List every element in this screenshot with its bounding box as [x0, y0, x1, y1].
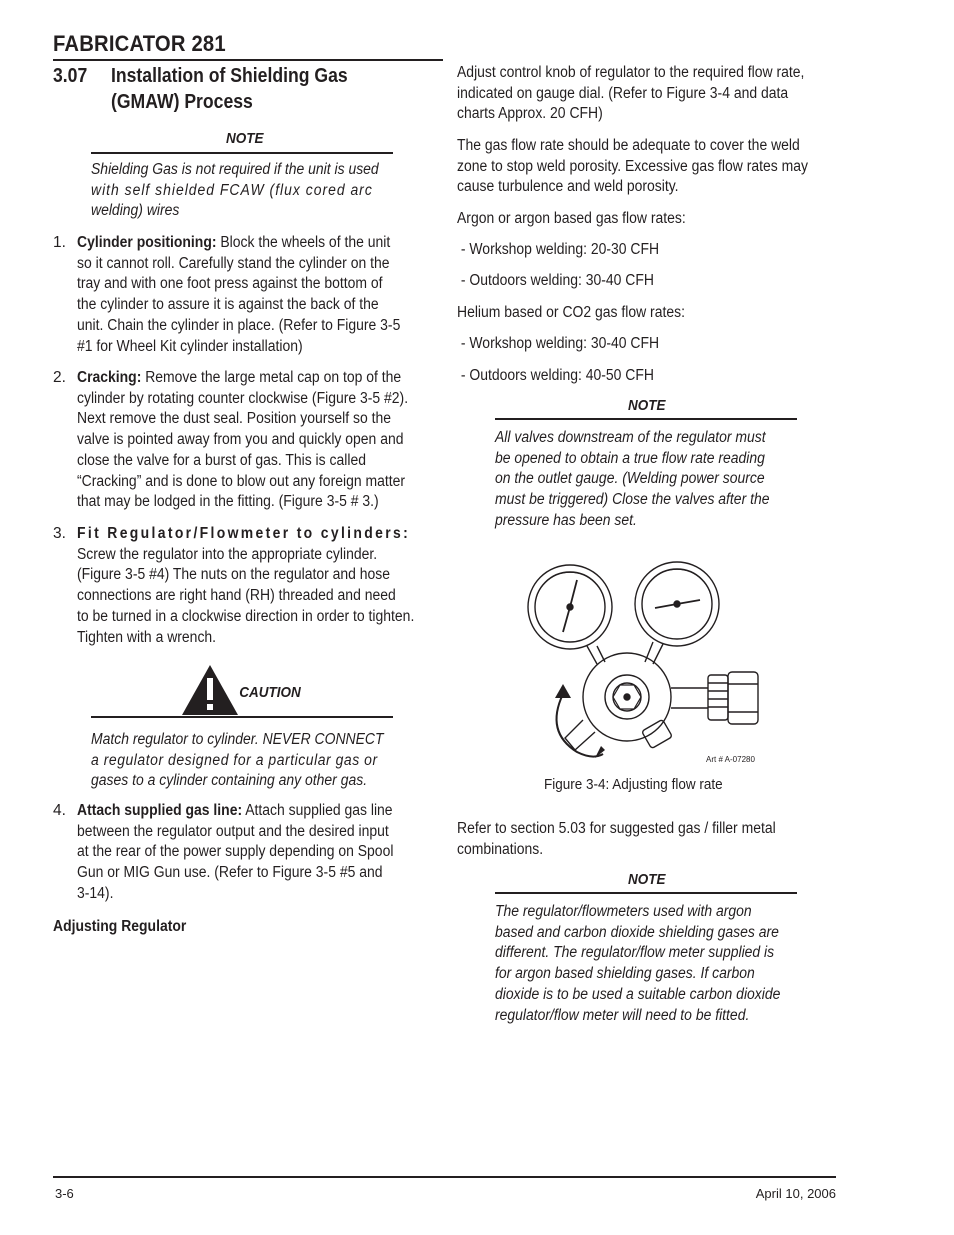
list-item-line: the cylinder to assure it is against the back of the — [77, 296, 379, 314]
list-item-line: Screw the regulator into the appropriate cylinder. — [77, 545, 378, 563]
note-line: The regulator/flowmeters used with argon — [495, 903, 752, 920]
list-item-heading: Cylinder positioning: — [77, 234, 217, 251]
paragraph — [457, 819, 835, 860]
list-item-line: between the regulator output and the desired input — [77, 822, 389, 840]
helium-flow-heading: Helium based or CO2 gas flow rates: — [457, 304, 685, 321]
note-line: dioxide is to be used a suitable carbon dioxide — [495, 985, 781, 1003]
footer-date: April 10, 2006 — [755, 1186, 836, 1201]
list-item-line: to be turned in a clockwise direction in order to tighten. — [77, 607, 415, 625]
note-label: NOTE — [628, 397, 666, 414]
list-item-line: Gun or MIG Gun use. (Refer to Figure 3-5 #5 and — [77, 864, 383, 882]
note-label: NOTE — [628, 871, 666, 888]
note-label: NOTE — [226, 130, 264, 147]
list-item-heading: Fit Regulator/Flowmeter to cylinders: — [77, 525, 411, 542]
note-line: on the outlet gauge. (Welding power source — [495, 470, 765, 488]
caution-label: CAUTION — [239, 684, 301, 701]
paragraph-line: Adjust control knob of regulator to the required flow rate, — [457, 64, 805, 81]
list-item-line: (Figure 3-5 #4) The nuts on the regulator and hose — [77, 566, 391, 584]
list-item-cylinder-positioning — [77, 233, 430, 357]
note-line: for argon based shielding gases. If carbon — [495, 965, 755, 983]
list-item-attach-gas-line — [77, 801, 430, 905]
list-item-line: 3-14). — [77, 884, 114, 902]
caution-line: gases to a cylinder containing any other gas. — [91, 772, 368, 790]
list-item-line: #1 for Wheel Kit cylinder installation) — [77, 337, 303, 355]
regulator-illustration — [525, 552, 765, 766]
note-line: Shielding Gas is not required if the unit is used — [91, 161, 379, 178]
list-item-text: Block the wheels of the unit — [216, 234, 391, 251]
note-text — [495, 428, 797, 532]
section-title — [111, 63, 348, 115]
page-number: 3-6 — [55, 1186, 74, 1201]
list-number: 2. — [53, 369, 66, 386]
paragraph-line: combinations. — [457, 840, 544, 858]
header-divider — [53, 59, 443, 61]
list-item-line: Tighten with a wrench. — [77, 628, 217, 646]
list-item-line: cylinder by rotating counter clockwise (Figure 3-5 #2). — [77, 389, 409, 407]
list-item-heading: Attach supplied gas line: — [77, 802, 243, 819]
list-item-text: Attach supplied gas line — [242, 802, 393, 819]
note-line: must be triggered) Close the valves after the — [495, 491, 770, 509]
paragraph-line: charts Approx. 20 CFH) — [457, 105, 603, 123]
paragraph — [457, 136, 835, 198]
list-item-line: at the rear of the power supply depending on Spool — [77, 843, 394, 861]
argon-outdoors-rate: - Outdoors welding: 30-40 CFH — [457, 272, 654, 289]
subheading-adjusting-regulator: Adjusting Regulator — [53, 918, 187, 935]
list-number: 4. — [53, 802, 66, 819]
note-rule — [495, 892, 797, 894]
list-item-line: close the valve for a burst of gas. This is called — [77, 451, 366, 469]
caution-rule — [91, 716, 393, 718]
argon-flow-heading: Argon or argon based gas flow rates: — [457, 210, 686, 227]
note-line: regulator/flow meter will need to be fitted. — [495, 1006, 750, 1024]
figure-caption: Figure 3-4: Adjusting flow rate — [544, 776, 723, 793]
note-line: pressure has been set. — [495, 511, 637, 529]
list-item-text: Remove the large metal cap on top of the — [141, 369, 402, 386]
note-line: welding) wires — [91, 202, 180, 220]
caution-line: a regulator designed for a particular gas or — [91, 751, 378, 769]
caution-text — [91, 730, 393, 792]
helium-workshop-rate: - Workshop welding: 30-40 CFH — [457, 335, 660, 352]
paragraph-line: zone to stop weld porosity. Excessive gas flow rates may — [457, 157, 808, 175]
list-number: 3. — [53, 525, 66, 542]
paragraph-line: Refer to section 5.03 for suggested gas / filler metal — [457, 820, 776, 837]
argon-workshop-rate: - Workshop welding: 20-30 CFH — [457, 241, 660, 258]
note-text — [495, 902, 797, 1026]
paragraph — [457, 63, 835, 125]
paragraph-line: The gas flow rate should be adequate to cover the weld — [457, 137, 800, 154]
section-title-line: (GMAW) Process — [111, 91, 253, 113]
note-text — [91, 160, 393, 222]
list-item-cracking — [77, 368, 430, 513]
list-item-fit-regulator — [77, 524, 430, 648]
note-line: All valves downstream of the regulator must — [495, 429, 766, 446]
list-item-line: so it cannot roll. Carefully stand the cylinder on the — [77, 254, 390, 272]
section-number: 3.07 — [53, 65, 88, 87]
section-title-line: Installation of Shielding Gas — [111, 65, 348, 87]
note-rule — [91, 152, 393, 154]
note-line: be opened to obtain a true flow rate reading — [495, 449, 765, 467]
list-item-line: that may be lodged in the fitting. (Figure 3-5 # 3.) — [77, 493, 379, 511]
list-item-line: connections are right hand (RH) threaded and need — [77, 587, 396, 605]
note-line: with self shielded FCAW (flux cored arc — [91, 181, 373, 199]
note-line: based and carbon dioxide shielding gases are — [495, 923, 779, 941]
list-number: 1. — [53, 234, 66, 251]
footer-divider — [53, 1176, 836, 1178]
list-item-line: unit. Chain the cylinder in place. (Refer to Figure 3-5 — [77, 316, 401, 334]
list-item-line: Next remove the dust seal. Position yourself so the — [77, 410, 392, 428]
list-item-line: valve is pointed away from you and quickly open and — [77, 431, 404, 449]
helium-outdoors-rate: - Outdoors welding: 40-50 CFH — [457, 367, 654, 384]
page-header-title: FABRICATOR 281 — [53, 31, 226, 56]
art-number: Art # A-07280 — [706, 755, 755, 764]
note-rule — [495, 418, 797, 420]
paragraph-line: indicated on gauge dial. (Refer to Figure 3-4 and data — [457, 84, 789, 102]
warning-triangle-icon — [181, 664, 239, 716]
list-item-line: “Cracking” and is done to blow out any foreign matter — [77, 472, 406, 490]
list-item-line: tray and with one foot press against the bottom of — [77, 275, 383, 293]
paragraph-line: cause turbulence and weld porosity. — [457, 178, 679, 196]
caution-line: Match regulator to cylinder. NEVER CONNECT — [91, 731, 384, 748]
list-item-heading: Cracking: — [77, 369, 142, 386]
note-line: different. The regulator/flow meter supplied is — [495, 944, 775, 962]
